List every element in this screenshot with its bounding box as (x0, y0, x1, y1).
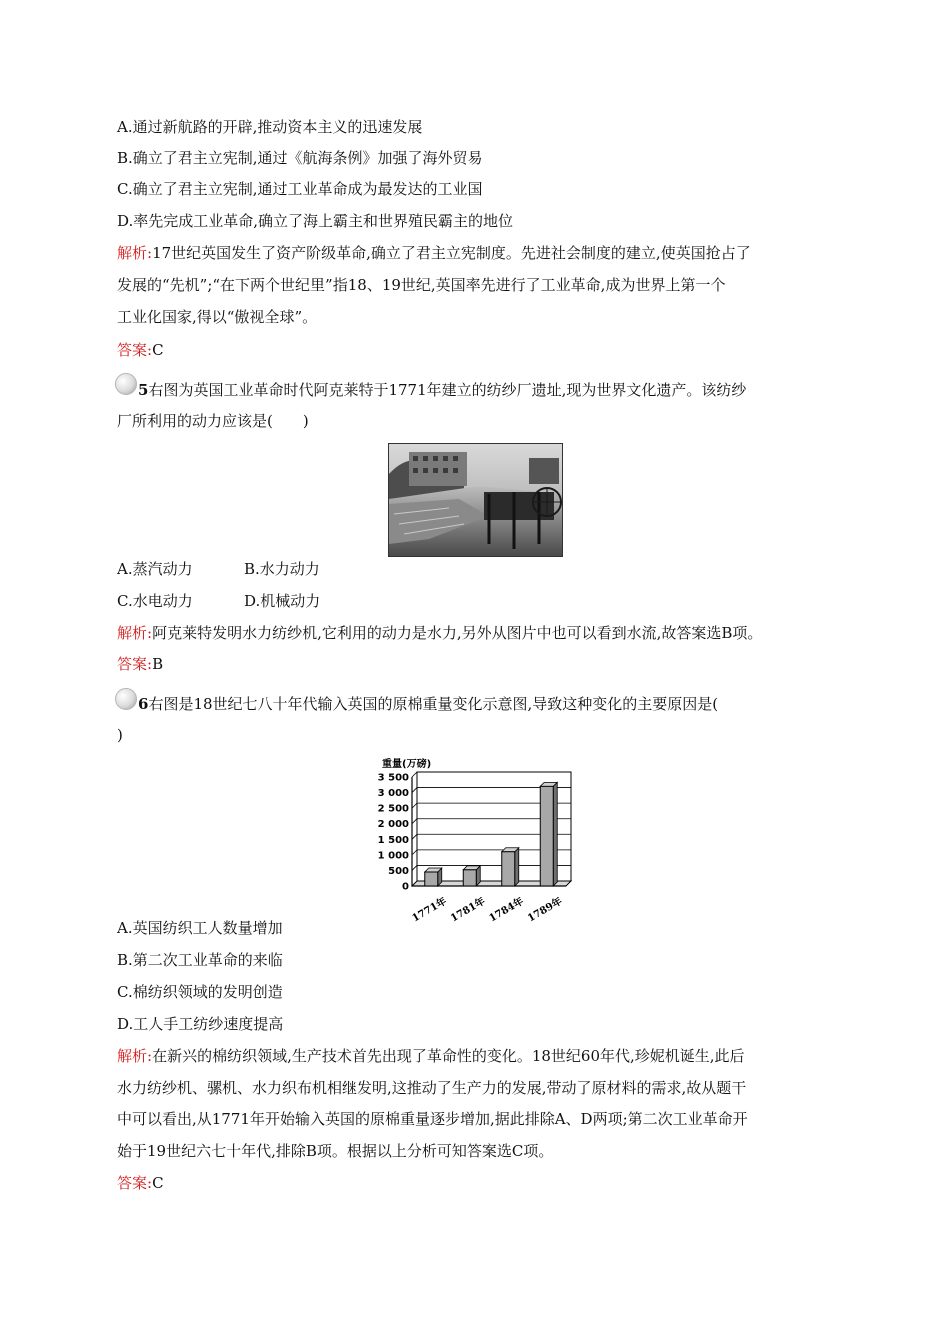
cotton-import-chart-svg (374, 753, 584, 928)
q6-analysis-line-1: 解析:在新兴的棉纺织领域,生产技术首先出现了革命性的变化。18世纪60年代,珍妮机诞生,此后 (117, 1047, 745, 1065)
chart-gridline-edge (412, 865, 417, 870)
chart-gridline-edge (412, 772, 417, 777)
chart-bar (540, 786, 553, 886)
q5-answer-label: 答案: (117, 655, 153, 673)
q4-option-d: D.率先完成工业革命,确立了海上霸主和世界殖民霸主的地位 (117, 212, 514, 230)
chart-ytick-label: 3 500 (377, 772, 409, 784)
q4-answer-label: 答案: (117, 341, 153, 359)
q5-answer-value: B (152, 655, 164, 673)
q5-option-a: A.蒸汽动力 (117, 560, 193, 578)
q6-stem-line-2: ) (117, 726, 123, 744)
q6-answer-value: C (152, 1174, 164, 1192)
chart-bar (463, 870, 476, 886)
q6-option-b: B.第二次工业革命的来临 (117, 951, 283, 969)
chart-gridline-edge (412, 788, 417, 793)
q6-analysis-label: 解析: (117, 1047, 153, 1065)
q5-answer (117, 654, 163, 674)
q5-analysis-line-1: 解析:阿克莱特发明水力纺纱机,它利用的动力是水力,另外从图片中也可以看到水流,故答案选B项。 (117, 624, 763, 642)
question-marker-icon (115, 688, 137, 710)
chart-xtick-label: 1784年 (487, 896, 526, 925)
q4-analysis-label: 解析: (117, 244, 153, 262)
chart-ytick-label: 2 000 (377, 819, 409, 831)
chart-ytick-label: 500 (388, 865, 409, 877)
q4-option-c: C.确立了君主立宪制,通过工业革命成为最发达的工业国 (117, 180, 483, 198)
q4-answer-value: C (152, 341, 164, 359)
chart-gridline-edge (412, 819, 417, 824)
q5-number: 5 (138, 381, 149, 399)
chart-xtick-label: 1789年 (525, 896, 565, 925)
q4-option-a: A.通过新航路的开辟,推动资本主义的迅速发展 (117, 118, 423, 136)
chart-gridline-edge (412, 834, 417, 839)
chart-bar (425, 872, 438, 886)
q5-stem-line-1: 5右图为英国工业革命时代阿克莱特于1771年建立的纺纱厂遗址,现为世界文化遗产。该纺纱 (138, 381, 747, 399)
q6-answer (117, 1173, 164, 1193)
chart-xtick-label: 1781年 (448, 896, 488, 925)
q6-option-a: A.英国纺织工人数量增加 (117, 919, 283, 937)
q4-analysis-line-1: 解析:17世纪英国发生了资产阶级革命,确立了君主立宪制度。先进社会制度的建立,使英国抢占了 (117, 244, 751, 262)
q5-option-b: B.水力动力 (244, 560, 320, 578)
q4-analysis-line-2: 发展的“先机”;“在下两个世纪里”指18、19世纪,英国率先进行了工业革命,成为世界上第一个 (117, 276, 726, 294)
q6-option-c: C.棉纺织领域的发明创造 (117, 983, 283, 1001)
chart-bar-side (515, 848, 519, 886)
chart-ylabel: 重量(万磅) (382, 759, 432, 770)
q4-answer (117, 340, 164, 360)
q6-answer-label: 答案: (117, 1174, 153, 1192)
chart-ytick-label: 1 000 (377, 850, 409, 862)
q6-analysis-line-3: 中可以看出,从1771年开始输入英国的原棉重量逐步增加,据此排除A、D两项;第二次工业革命开 (117, 1110, 748, 1128)
q5-option-c: C.水电动力 (117, 592, 193, 610)
chart-gridline-edge (412, 803, 417, 808)
spinning-mill-photo (388, 443, 563, 557)
chart-bar-side (553, 782, 557, 886)
chart-ytick-label: 1 500 (377, 834, 409, 846)
q4-analysis-line-3: 工业化国家,得以“傲视全球”。 (117, 308, 318, 326)
chart-bar (502, 852, 515, 886)
q4-option-b: B.确立了君主立宪制,通过《航海条例》加强了海外贸易 (117, 149, 483, 167)
q6-analysis-line-2: 水力纺纱机、骡机、水力织布机相继发明,这推动了生产力的发展,带动了原材料的需求,故从题干 (117, 1079, 747, 1097)
chart-xtick-label: 1771年 (410, 896, 449, 925)
q5-analysis-label: 解析: (117, 624, 153, 642)
q6-stem-line-1: 6右图是18世纪七八十年代输入英国的原棉重量变化示意图,导致这种变化的主要原因是( (138, 695, 719, 713)
q6-analysis-line-4: 始于19世纪六七十年代,排除B项。根据以上分析可知答案选C项。 (117, 1142, 554, 1160)
q5-option-d: D.机械动力 (244, 592, 321, 610)
q6-number: 6 (138, 695, 149, 713)
q6-option-d: D.工人手工纺纱速度提高 (117, 1015, 284, 1033)
q5-stem-line-2: 厂所利用的动力应该是( ) (117, 412, 309, 430)
chart-gridline-edge (412, 850, 417, 855)
question-marker-icon (115, 373, 137, 395)
chart-ytick-label: 2 500 (377, 803, 409, 815)
chart-ytick-label: 0 (402, 881, 409, 893)
cotton-import-chart (374, 753, 584, 932)
chart-ytick-label: 3 000 (377, 788, 409, 800)
